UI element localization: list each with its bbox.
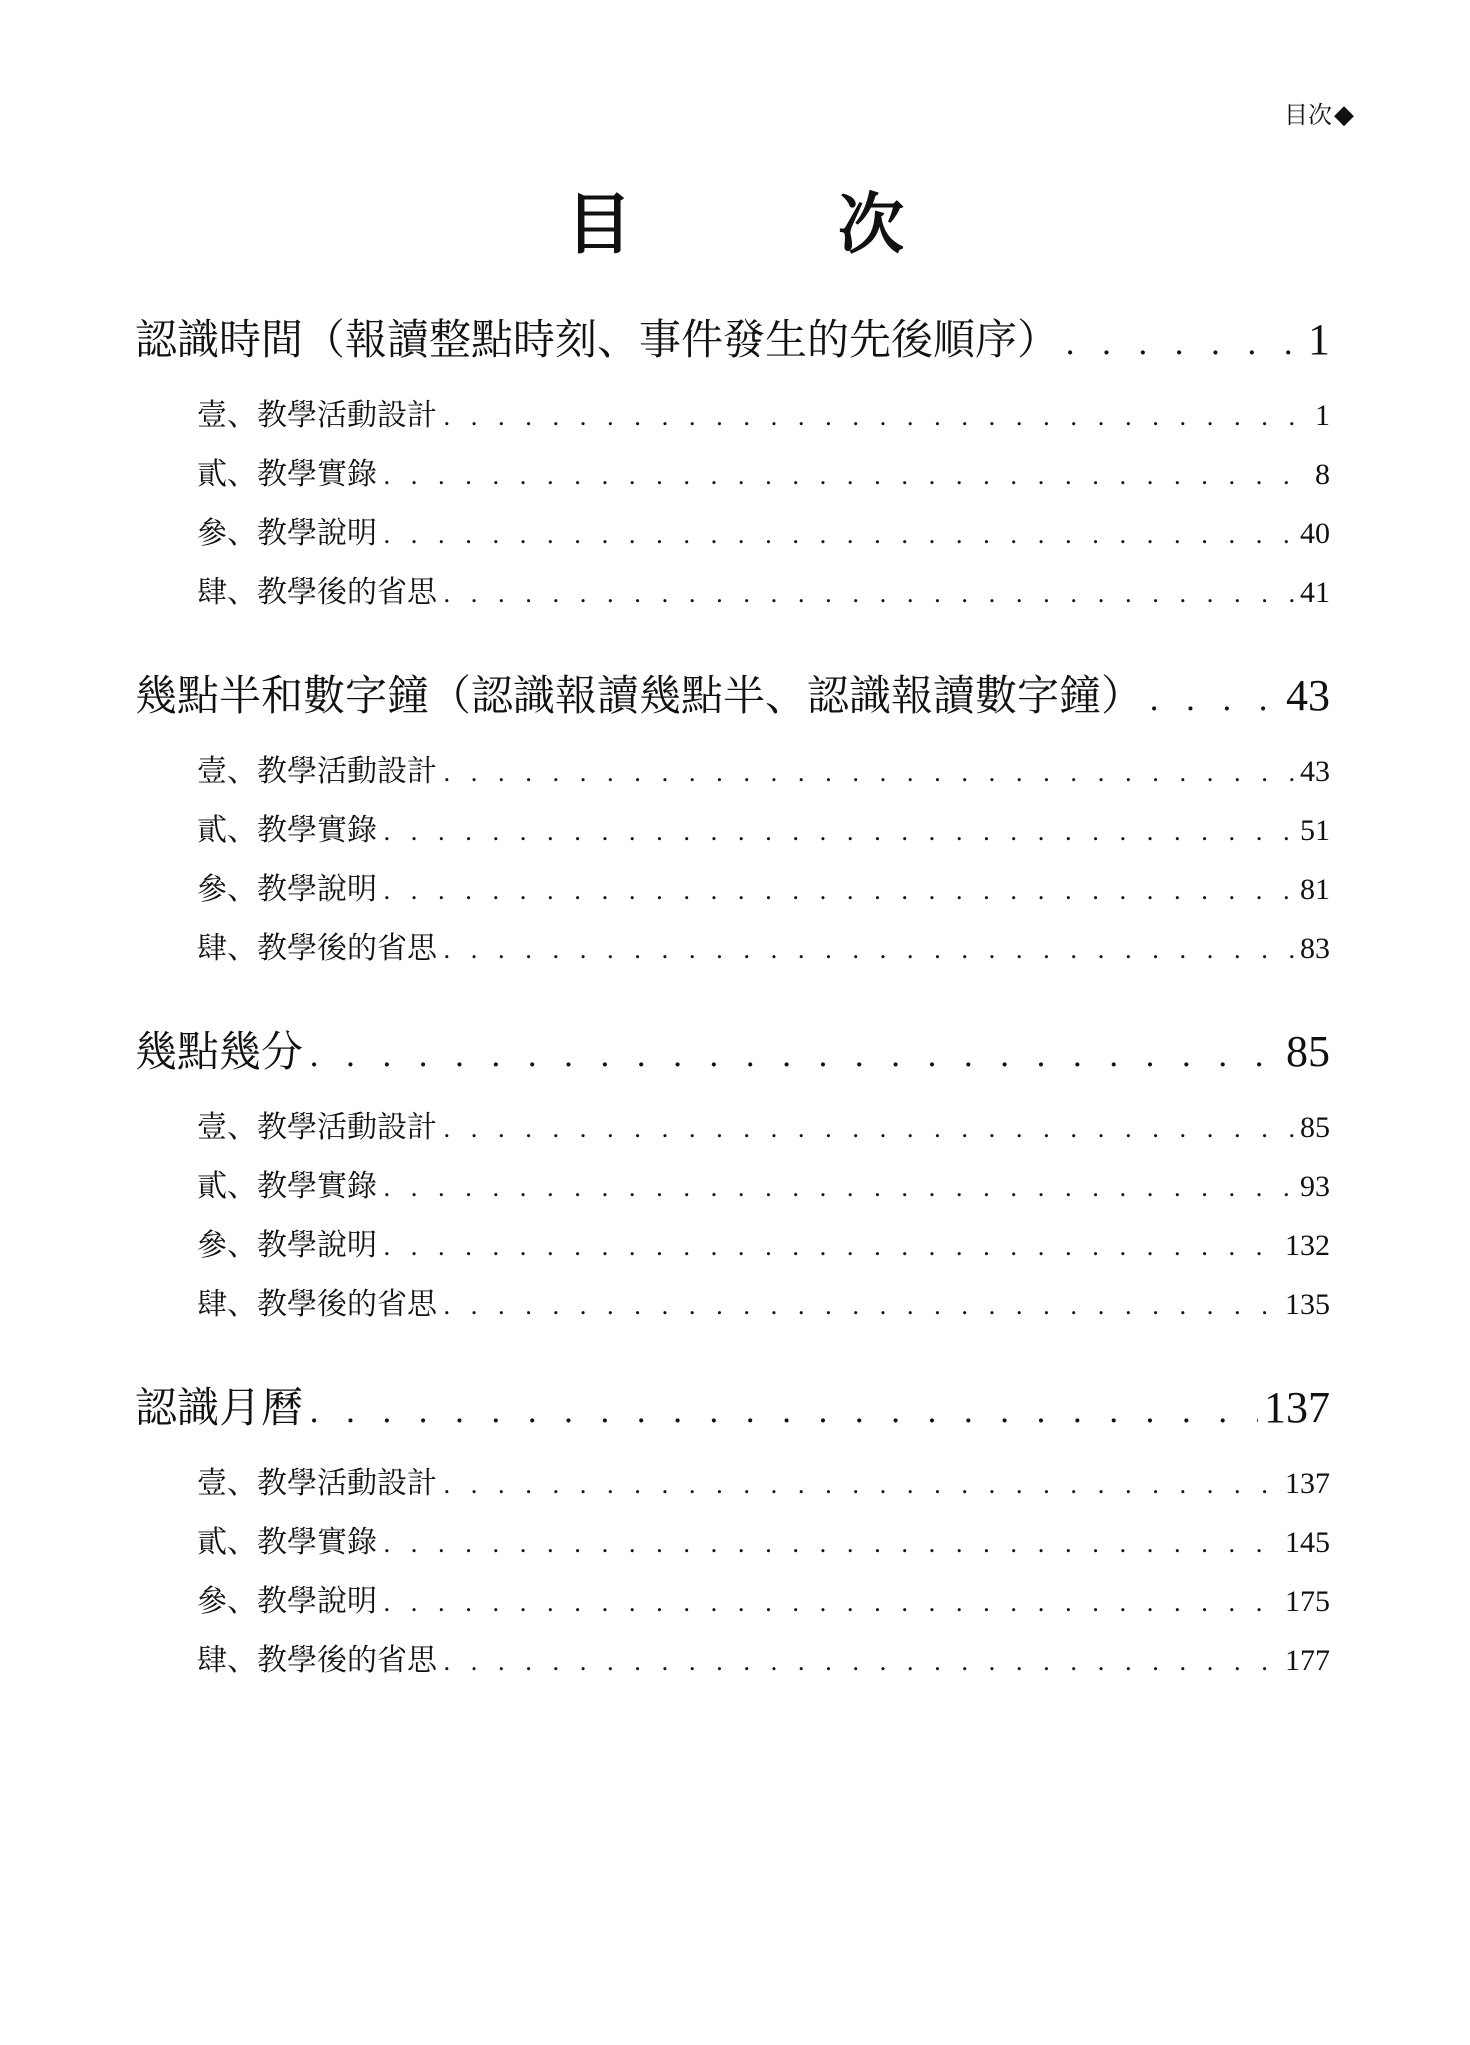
subsection-title: 參、教學說明 — [197, 872, 377, 907]
subsection-title: 肆、教學後的省思 — [197, 931, 437, 966]
subsection-page-number: 175 — [1285, 1585, 1330, 1618]
running-header — [1284, 100, 1354, 130]
toc-subsection-entry[interactable] — [197, 563, 1330, 622]
dot-leader — [443, 1100, 1294, 1159]
subsection-title: 參、教學說明 — [197, 1584, 377, 1619]
page-title: 目 次 — [566, 186, 974, 263]
toc-subsection-list — [135, 1454, 1330, 1690]
toc-subsection-entry[interactable] — [197, 1157, 1330, 1216]
subsection-page-number: 43 — [1300, 755, 1330, 788]
subsection-title: 貳、教學實錄 — [197, 1169, 377, 1204]
diamond-icon: ◆ — [1334, 100, 1354, 130]
subsection-title: 壹、教學活動設計 — [197, 398, 437, 433]
subsection-page-number: 85 — [1300, 1111, 1330, 1144]
toc-chapter-entry[interactable] — [135, 666, 1330, 726]
dot-leader — [383, 803, 1294, 862]
dot-leader — [443, 565, 1294, 624]
subsection-title: 肆、教學後的省思 — [197, 575, 437, 610]
toc-chapter-entry[interactable] — [135, 1022, 1330, 1082]
subsection-page-number: 83 — [1300, 932, 1330, 965]
toc-section — [135, 310, 1330, 622]
dot-leader — [443, 921, 1294, 980]
chapter-title: 認識月曆 — [135, 1383, 304, 1432]
toc-section — [135, 1022, 1330, 1334]
toc-section — [135, 666, 1330, 978]
subsection-page-number: 135 — [1285, 1288, 1330, 1321]
dot-leader — [383, 1159, 1294, 1218]
toc-subsection-entry[interactable] — [197, 801, 1330, 860]
toc-subsection-entry[interactable] — [197, 1631, 1330, 1690]
toc-subsection-entry[interactable] — [197, 860, 1330, 919]
toc-chapter-entry[interactable] — [135, 1378, 1330, 1438]
toc-subsection-entry[interactable] — [197, 919, 1330, 978]
toc-subsection-entry[interactable] — [197, 1275, 1330, 1334]
dot-leader — [443, 1277, 1279, 1336]
dot-leader — [443, 1456, 1279, 1515]
subsection-page-number: 132 — [1285, 1229, 1330, 1262]
subsection-page-number: 8 — [1315, 458, 1330, 491]
toc-subsection-entry[interactable] — [197, 742, 1330, 801]
toc-subsection-entry[interactable] — [197, 1216, 1330, 1275]
toc-subsection-list — [135, 742, 1330, 978]
running-header-text: 目次 — [1284, 101, 1332, 129]
subsection-title: 壹、教學活動設計 — [197, 1110, 437, 1145]
toc-subsection-list — [135, 386, 1330, 622]
toc-subsection-entry[interactable] — [197, 1513, 1330, 1572]
subsection-title: 肆、教學後的省思 — [197, 1287, 437, 1322]
chapter-title: 認識時間（報讀整點時刻、事件發生的先後順序） — [135, 315, 1060, 364]
subsection-title: 貳、教學實錄 — [197, 813, 377, 848]
toc-subsection-entry[interactable] — [197, 445, 1330, 504]
dot-leader — [309, 1381, 1258, 1441]
dot-leader — [443, 388, 1309, 447]
subsection-page-number: 41 — [1300, 576, 1330, 609]
dot-leader — [1065, 313, 1302, 373]
subsection-page-number: 93 — [1300, 1170, 1330, 1203]
dot-leader — [383, 506, 1294, 565]
toc-subsection-entry[interactable] — [197, 1454, 1330, 1513]
chapter-page-number: 85 — [1286, 1027, 1330, 1076]
dot-leader — [443, 1633, 1279, 1692]
toc-subsection-entry[interactable] — [197, 386, 1330, 445]
dot-leader — [383, 447, 1309, 506]
subsection-title: 參、教學說明 — [197, 516, 377, 551]
toc-subsection-list — [135, 1098, 1330, 1334]
subsection-page-number: 81 — [1300, 873, 1330, 906]
subsection-title: 貳、教學實錄 — [197, 1525, 377, 1560]
toc-chapter-entry[interactable] — [135, 310, 1330, 370]
chapter-page-number: 43 — [1286, 671, 1330, 720]
dot-leader — [383, 1515, 1279, 1574]
chapter-title: 幾點半和數字鐘（認識報讀幾點半、認識報讀數字鐘） — [135, 671, 1144, 720]
chapter-page-number: 1 — [1308, 315, 1330, 364]
dot-leader — [1149, 669, 1280, 729]
table-of-contents — [135, 310, 1330, 1734]
subsection-page-number: 137 — [1285, 1467, 1330, 1500]
subsection-title: 肆、教學後的省思 — [197, 1643, 437, 1678]
dot-leader — [383, 1574, 1279, 1633]
dot-leader — [309, 1025, 1280, 1085]
dot-leader — [443, 744, 1294, 803]
subsection-page-number: 1 — [1315, 399, 1330, 432]
subsection-title: 貳、教學實錄 — [197, 457, 377, 492]
chapter-title: 幾點幾分 — [135, 1027, 304, 1076]
subsection-title: 壹、教學活動設計 — [197, 1466, 437, 1501]
dot-leader — [383, 1218, 1279, 1277]
dot-leader — [383, 862, 1294, 921]
toc-section — [135, 1378, 1330, 1690]
toc-subsection-entry[interactable] — [197, 1098, 1330, 1157]
toc-subsection-entry[interactable] — [197, 1572, 1330, 1631]
subsection-page-number: 177 — [1285, 1644, 1330, 1677]
subsection-page-number: 40 — [1300, 517, 1330, 550]
toc-subsection-entry[interactable] — [197, 504, 1330, 563]
subsection-page-number: 51 — [1300, 814, 1330, 847]
subsection-page-number: 145 — [1285, 1526, 1330, 1559]
subsection-title: 參、教學說明 — [197, 1228, 377, 1263]
subsection-title: 壹、教學活動設計 — [197, 754, 437, 789]
chapter-page-number: 137 — [1264, 1383, 1330, 1432]
